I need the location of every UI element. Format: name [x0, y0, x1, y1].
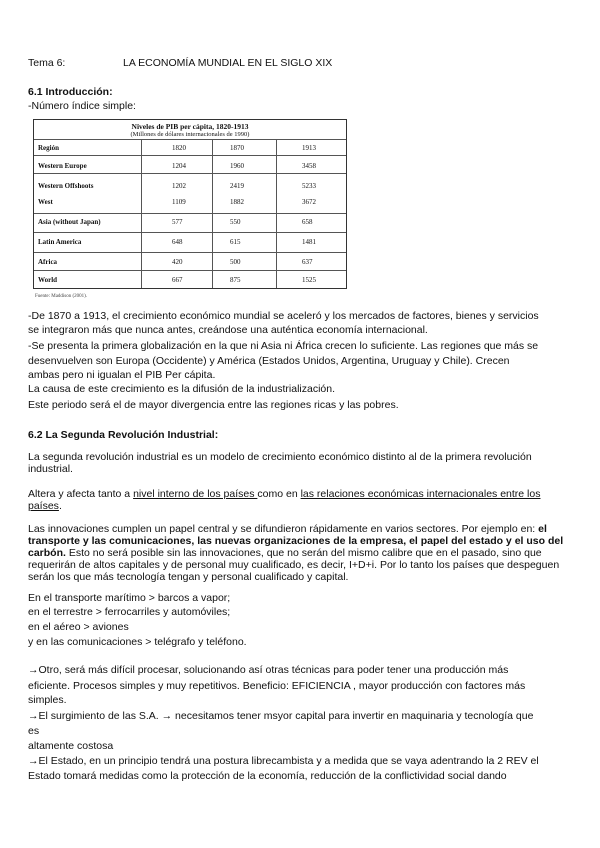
- intro-line: desenvuelven son Europa (Occidente) y América (Estados Unidos, Argentina, Uruguay y Chile). Crecen: [28, 355, 510, 367]
- table-row-divider: [34, 270, 346, 271]
- table-region-cell: Africa: [38, 258, 58, 266]
- table-value-cell: 667: [172, 276, 183, 284]
- table-row-divider: [34, 173, 346, 174]
- table-value-cell: 1525: [302, 276, 316, 284]
- table-region-cell: Western Europe: [38, 162, 87, 170]
- table-value-cell: 637: [302, 258, 313, 266]
- table-region-cell: Asia (without Japan): [38, 218, 101, 226]
- p2-text: Altera y afecta tanto a: [28, 488, 134, 500]
- table-title: Niveles de PIB per cápita, 1820-1913: [131, 122, 249, 131]
- table-value-cell: 1481: [302, 238, 316, 246]
- table-value-cell: 1204: [172, 162, 186, 170]
- table-value-cell: 3458: [302, 162, 316, 170]
- list-item: en el aéreo > aviones: [28, 621, 129, 633]
- table-value-cell: 577: [172, 218, 183, 226]
- p2-underlined-internal: nivel interno de los países: [133, 488, 258, 500]
- list-item: y en las comunicaciones > telégrafo y teléfono.: [28, 636, 247, 648]
- table-value-cell: 648: [172, 238, 183, 246]
- arrow-line: es: [28, 725, 40, 737]
- table-value-cell: 1960: [230, 162, 244, 170]
- table-header-cell: Región: [38, 144, 59, 152]
- arrow-line: altamente costosa: [28, 740, 114, 752]
- section-1-subheading: -Número índice simple:: [28, 100, 136, 112]
- table-value-cell: 1882: [230, 198, 244, 206]
- table-value-cell: 3672: [302, 198, 316, 206]
- table-region-cell: Latin America: [38, 238, 82, 246]
- table-region-cell: World: [38, 276, 58, 284]
- table-row-divider: [34, 213, 346, 214]
- table-region-cell: Western Offshoots: [38, 182, 94, 190]
- table-row-divider: [34, 252, 346, 253]
- arrow-line: simples.: [28, 694, 67, 706]
- table-value-cell: 615: [230, 238, 241, 246]
- gdp-table: [33, 119, 347, 289]
- table-row-divider: [34, 139, 346, 140]
- p2-underlined-relations: las relaciones económicas internacionales entre los países: [28, 488, 541, 512]
- paragraph-1: La segunda revolución industrial es un modelo de crecimiento económico distinto al de la primera revolución industrial.: [28, 451, 532, 475]
- paragraph-2: [28, 488, 573, 512]
- arrow-line: Estado tomará medidas como la protección de la economía, reducción de la conflictividad social dando: [28, 770, 507, 782]
- table-value-cell: 1109: [172, 198, 186, 206]
- arrow-line: eficiente. Procesos simples y muy repetitivos. Beneficio: EFICIENCIA , mayor producción con factores más: [28, 680, 526, 692]
- intro-line: Este periodo será el de mayor divergencia entre las regiones ricas y las pobres.: [28, 399, 399, 411]
- table-region-cell: West: [38, 198, 53, 206]
- table-header-cell: 1820: [172, 144, 186, 152]
- table-value-cell: 420: [172, 258, 183, 266]
- table-row-divider: [34, 232, 346, 233]
- table-row-divider: [34, 155, 346, 156]
- p2-text: como en: [257, 488, 301, 500]
- arrow-line: →Otro, será más difícil procesar, solucionando así otras técnicas para poder tener una producción más: [28, 664, 509, 676]
- intro-line: La causa de este crecimiento es la difusión de la industrialización.: [28, 383, 336, 395]
- table-value-cell: 5233: [302, 182, 316, 190]
- intro-line: -Se presenta la primera globalización en la que ni Asia ni África crecen lo suficiente. Las regiones que más se: [28, 340, 539, 352]
- p3-bold-text: el transporte y las comunicaciones, las nuevas organizaciones de la empresa, el papel del estado y el uso del carbón.: [28, 523, 564, 559]
- table-source: Fuente: Maddison (2001).: [35, 294, 88, 299]
- table-header-cell: 1870: [230, 144, 244, 152]
- table-value-cell: 875: [230, 276, 241, 284]
- table-value-cell: 1202: [172, 182, 186, 190]
- table-value-cell: 550: [230, 218, 241, 226]
- p2-text: .: [58, 500, 62, 512]
- table-subtitle: (Millones de dólares internacionales de 1990): [130, 131, 250, 138]
- section-1-heading: 6.1 Introducción:: [28, 86, 113, 98]
- intro-line: ambas pero ni igualan el PIB Per cápita.: [28, 369, 216, 381]
- table-header-cell: 1913: [302, 144, 316, 152]
- arrow-line: →El surgimiento de las S.A. → necesitamos tener msyor capital para invertir en maquinaria y tecnología que: [28, 710, 534, 722]
- table-value-cell: 500: [230, 258, 241, 266]
- p3-text: Las innovaciones cumplen un papel central y se difundieron rápidamente en varios sectores. Por ejemplo en:: [28, 523, 539, 535]
- intro-line: -De 1870 a 1913, el crecimiento económico mundial se aceleró y los mercados de factores, bienes y servicios: [28, 310, 539, 322]
- intro-line: se integraron más que nunca antes, creándose una auténtica economía internacional.: [28, 324, 428, 336]
- table-value-cell: 2419: [230, 182, 244, 190]
- list-item: En el transporte marítimo > barcos a vapor;: [28, 592, 231, 604]
- document-title: LA ECONOMÍA MUNDIAL EN EL SIGLO XIX: [123, 57, 333, 69]
- section-2-heading: 6.2 La Segunda Revolución Industrial:: [28, 429, 219, 441]
- p3-text: Esto no será posible sin las innovaciones, que no serán del mismo calibre que en el pasado, sino que requerirán de altos capitales y de personal muy cualificado, es decir, I+D+i. Por lo tanto los países que despeguen serán los que más tecnología tengan y personal cualificado y capital.: [28, 547, 560, 583]
- tema-label: Tema 6:: [28, 57, 66, 69]
- paragraph-3: [28, 523, 573, 583]
- table-value-cell: 658: [302, 218, 313, 226]
- arrow-line: →El Estado, en un principio tendrá una postura librecambista y a medida que se vaya adentrando la 2 REV el: [28, 755, 539, 767]
- list-item: en el terrestre > ferrocarriles y automóviles;: [28, 606, 231, 618]
